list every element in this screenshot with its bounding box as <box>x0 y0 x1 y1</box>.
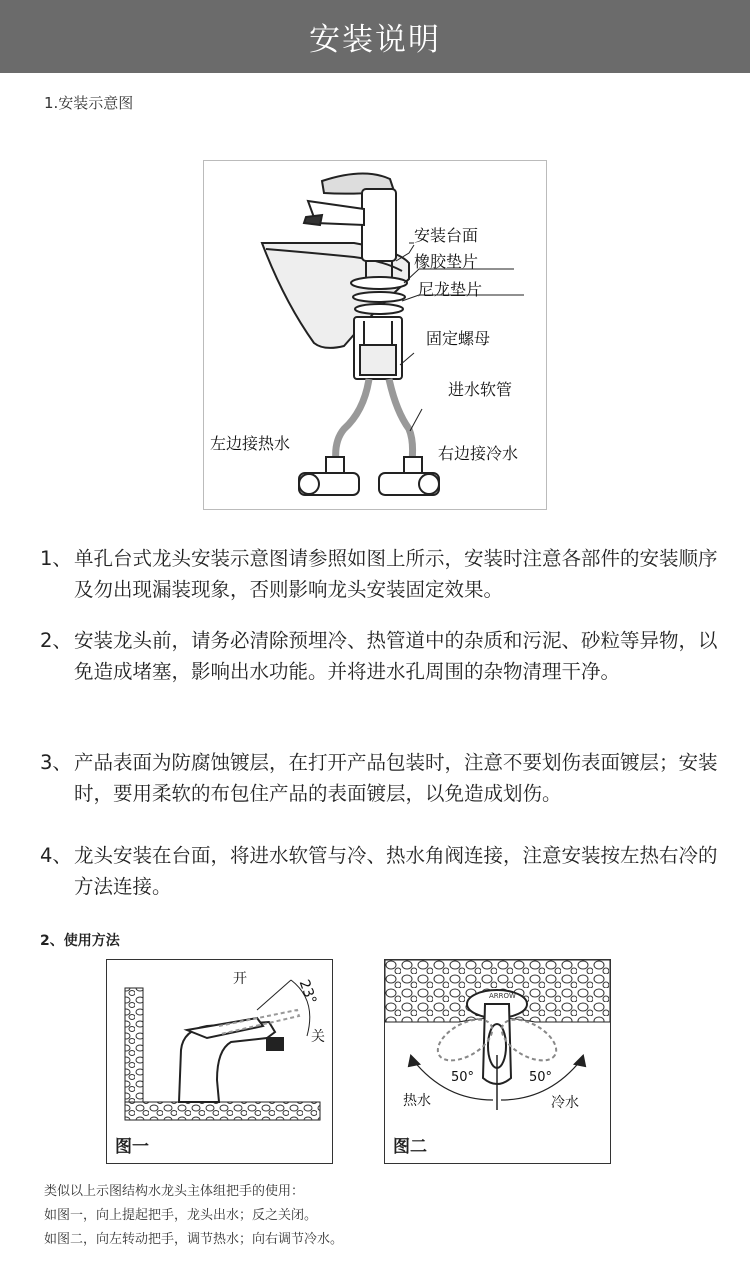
installation-diagram <box>203 160 547 510</box>
section1-title: 1.安装示意图 <box>44 94 134 112</box>
instruction-4 <box>40 840 720 902</box>
label-angle-left: 50° <box>451 1070 475 1085</box>
page-title: 安装说明 <box>309 22 441 58</box>
instruction-text: 产品表面为防腐蚀镀层，在打开产品包装时，注意不要划伤表面镀层；安装时，要用柔软的布包住产品的表面镀层，以免造成划伤。 <box>74 751 718 805</box>
usage-note-2: 如图一，向上提起把手，龙头出水；反之关闭。 <box>44 1208 318 1223</box>
label-deck: 安装台面 <box>414 226 479 245</box>
label-nut: 固定螺母 <box>426 329 491 348</box>
label-hot-water: 热水 <box>403 1093 431 1109</box>
label-right-cold: 右边接冷水 <box>438 444 519 463</box>
instruction-number: 2、 <box>40 629 72 652</box>
label-open: 开 <box>233 971 247 987</box>
label-angle-23: 23° <box>295 977 320 1007</box>
label-angle-right: 50° <box>529 1070 553 1085</box>
usage-note-3: 如图二，向左转动把手，调节热水；向右调节冷水。 <box>44 1232 344 1247</box>
usage-figure-1 <box>106 959 333 1164</box>
label-cold-water: 冷水 <box>551 1095 579 1111</box>
instruction-text: 安装龙头前，请务必清除预埋冷、热管道中的杂质和污泥、砂粒等异物，以免造成堵塞，影响出水功能。并将进水孔周围的杂物清理干净。 <box>74 629 718 683</box>
figure-2-caption: 图二 <box>393 1137 427 1157</box>
instruction-2 <box>40 625 720 687</box>
instruction-number: 1、 <box>40 547 72 570</box>
label-left-hot: 左边接热水 <box>210 434 291 453</box>
instruction-number: 4、 <box>40 844 72 867</box>
section2-title: 2、使用方法 <box>40 933 120 949</box>
label-nylon-gasket: 尼龙垫片 <box>418 280 483 299</box>
instruction-text: 龙头安装在台面，将进水软管与冷、热水角阀连接，注意安装按左热右冷的方法连接。 <box>74 844 718 898</box>
label-rubber-gasket: 橡胶垫片 <box>414 252 479 271</box>
usage-note-1: 类似以上示图结构水龙头主体组把手的使用： <box>44 1184 305 1199</box>
label-hose: 进水软管 <box>448 380 513 399</box>
instruction-number: 3、 <box>40 751 72 774</box>
usage-figure-2 <box>384 959 611 1164</box>
label-close: 关 <box>311 1029 325 1045</box>
header-banner <box>0 0 750 73</box>
figure-1-caption: 图一 <box>115 1137 149 1157</box>
instruction-text: 单孔台式龙头安装示意图请参照如图上所示，安装时注意各部件的安装顺序及勿出现漏装现象，否则影响龙头安装固定效果。 <box>74 547 718 601</box>
instruction-3 <box>40 747 720 809</box>
instruction-1 <box>40 543 720 605</box>
brand-mark: ARROW <box>489 992 516 1000</box>
